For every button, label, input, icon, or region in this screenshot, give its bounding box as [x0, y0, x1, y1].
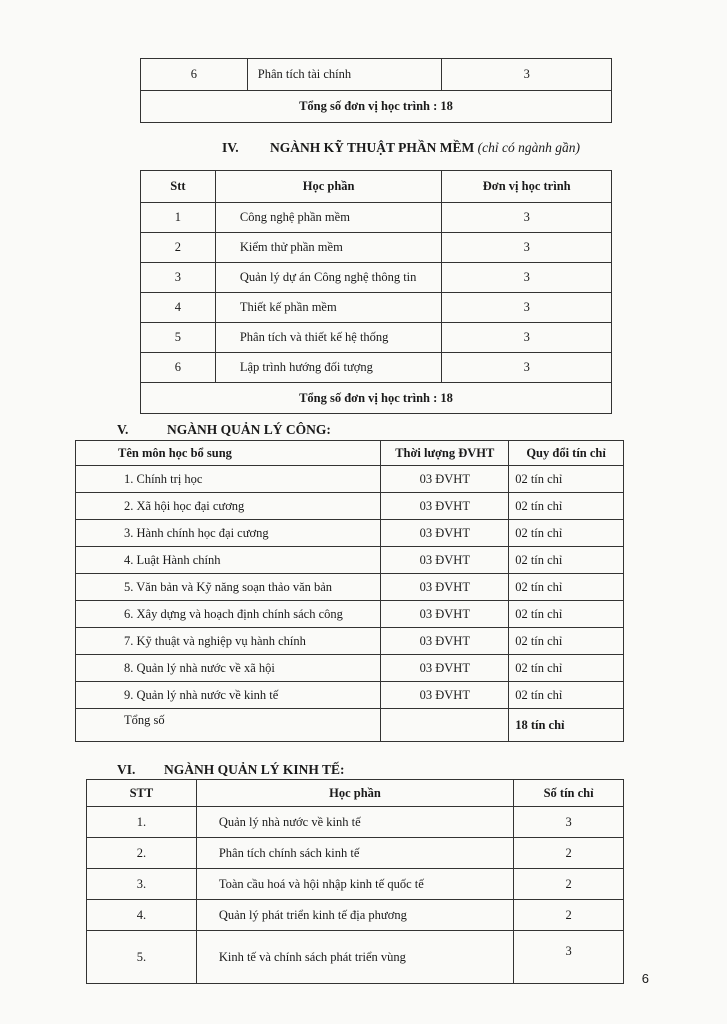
credits-cell: 02 tín chỉ: [509, 547, 624, 574]
units-cell: 3: [442, 203, 612, 233]
stt-cell: 3.: [87, 869, 197, 900]
total-row: [141, 383, 612, 414]
course-cell: Công nghệ phần mềm: [215, 203, 442, 233]
header-duration: Thời lượng ĐVHT: [381, 441, 509, 466]
table-row: [87, 838, 624, 869]
course-cell: Quản lý nhà nước về kinh tế: [196, 807, 513, 838]
units-cell: 3: [442, 59, 612, 91]
course-cell: Phân tích tài chính: [247, 59, 442, 91]
table-row: [76, 601, 624, 628]
table-row: [141, 233, 612, 263]
total-row: [76, 709, 624, 742]
section-iv-heading: [222, 140, 580, 156]
stt-cell: 1.: [87, 807, 197, 838]
section-v-heading: [117, 422, 331, 438]
duration-cell: 03 ĐVHT: [381, 493, 509, 520]
units-cell: 3: [442, 263, 612, 293]
credits-cell: 2: [514, 900, 624, 931]
header-units: Đơn vị học trình: [442, 171, 612, 203]
header-stt: STT: [87, 780, 197, 807]
table-row: [87, 869, 624, 900]
table-row: [87, 807, 624, 838]
header-row: [76, 441, 624, 466]
course-cell: Toàn cầu hoá và hội nhập kinh tế quốc tế: [196, 869, 513, 900]
stt-cell: 6: [141, 59, 248, 91]
table-row: [141, 59, 612, 91]
units-cell: 3: [442, 353, 612, 383]
subject-cell: 1. Chính trị học: [76, 466, 381, 493]
software-engineering-table: [140, 170, 612, 414]
table-row: [141, 263, 612, 293]
subject-cell: 4. Luật Hành chính: [76, 547, 381, 574]
table-row: [76, 547, 624, 574]
credits-cell: 02 tín chỉ: [509, 466, 624, 493]
course-cell: Quản lý dự án Công nghệ thông tin: [215, 263, 442, 293]
subject-cell: 6. Xây dựng và hoạch định chính sách công: [76, 601, 381, 628]
table-row: [76, 628, 624, 655]
credits-cell: 3: [514, 931, 624, 984]
stt-cell: 4: [141, 293, 216, 323]
subject-cell: 2. Xã hội học đại cương: [76, 493, 381, 520]
stt-cell: 3: [141, 263, 216, 293]
previous-section-table: [140, 58, 612, 123]
duration-cell: 03 ĐVHT: [381, 601, 509, 628]
table-row: [76, 520, 624, 547]
table-row: [141, 323, 612, 353]
stt-cell: 2.: [87, 838, 197, 869]
section-vi-heading: [117, 762, 345, 778]
duration-cell: 03 ĐVHT: [381, 466, 509, 493]
credits-cell: 3: [514, 807, 624, 838]
credits-cell: 2: [514, 869, 624, 900]
section-title: NGÀNH QUẢN LÝ CÔNG:: [167, 422, 331, 437]
table-row: [87, 931, 624, 984]
course-cell: Quản lý phát triển kinh tế địa phương: [196, 900, 513, 931]
credits-cell: 02 tín chỉ: [509, 601, 624, 628]
table-row: [141, 293, 612, 323]
course-cell: Kinh tế và chính sách phát triển vùng: [196, 931, 513, 984]
table-row: [141, 353, 612, 383]
section-number: VI.: [117, 762, 136, 777]
credits-cell: 02 tín chỉ: [509, 520, 624, 547]
stt-cell: 5: [141, 323, 216, 353]
course-cell: Phân tích chính sách kinh tế: [196, 838, 513, 869]
header-row: [87, 780, 624, 807]
subject-cell: 8. Quản lý nhà nước về xã hội: [76, 655, 381, 682]
section-note: (chỉ có ngành gần): [477, 140, 580, 155]
header-credits: Quy đổi tín chỉ: [509, 441, 624, 466]
duration-cell: 03 ĐVHT: [381, 682, 509, 709]
credits-cell: 02 tín chỉ: [509, 574, 624, 601]
section-title: NGÀNH KỸ THUẬT PHẦN MỀM: [270, 140, 475, 155]
units-cell: 3: [442, 323, 612, 353]
total-credits: 18 tín chỉ: [509, 709, 624, 742]
header-course: Học phần: [215, 171, 442, 203]
subject-cell: 3. Hành chính học đại cương: [76, 520, 381, 547]
duration-cell: 03 ĐVHT: [381, 547, 509, 574]
duration-cell: 03 ĐVHT: [381, 520, 509, 547]
stt-cell: 1: [141, 203, 216, 233]
units-cell: 3: [442, 293, 612, 323]
total-cell: Tổng số đơn vị học trình : 18: [141, 383, 612, 414]
course-cell: Thiết kế phần mềm: [215, 293, 442, 323]
total-cell: Tổng số đơn vị học trình : 18: [141, 91, 612, 123]
public-administration-table: [75, 440, 624, 742]
table-row: [87, 900, 624, 931]
duration-cell: 03 ĐVHT: [381, 628, 509, 655]
header-stt: Stt: [141, 171, 216, 203]
course-cell: Lập trình hướng đối tượng: [215, 353, 442, 383]
table-row: [76, 466, 624, 493]
table-row: [76, 574, 624, 601]
section-number: V.: [117, 422, 129, 437]
course-cell: Phân tích và thiết kế hệ thống: [215, 323, 442, 353]
page-number: 6: [641, 971, 649, 986]
credits-cell: 02 tín chỉ: [509, 655, 624, 682]
stt-cell: 6: [141, 353, 216, 383]
table-row: [76, 682, 624, 709]
duration-cell: 03 ĐVHT: [381, 655, 509, 682]
units-cell: 3: [442, 233, 612, 263]
subject-cell: 7. Kỹ thuật và nghiệp vụ hành chính: [76, 628, 381, 655]
subject-cell: 9. Quản lý nhà nước về kinh tế: [76, 682, 381, 709]
course-cell: Kiểm thử phần mềm: [215, 233, 442, 263]
header-credits: Số tín chỉ: [514, 780, 624, 807]
economic-management-table: [86, 779, 624, 984]
section-title: NGÀNH QUẢN LÝ KINH TẾ:: [164, 762, 345, 777]
header-row: [141, 171, 612, 203]
table-row: [76, 493, 624, 520]
total-label: Tổng số: [76, 709, 381, 742]
subject-cell: 5. Văn bản và Kỹ năng soạn thảo văn bản: [76, 574, 381, 601]
section-number: IV.: [222, 140, 239, 155]
credits-cell: 02 tín chỉ: [509, 493, 624, 520]
header-course: Học phần: [196, 780, 513, 807]
total-empty-cell: [381, 709, 509, 742]
header-subject: Tên môn học bổ sung: [76, 441, 381, 466]
stt-cell: 5.: [87, 931, 197, 984]
credits-cell: 02 tín chỉ: [509, 628, 624, 655]
credits-cell: 02 tín chỉ: [509, 682, 624, 709]
table-row: [76, 655, 624, 682]
table-row: [141, 203, 612, 233]
stt-cell: 4.: [87, 900, 197, 931]
stt-cell: 2: [141, 233, 216, 263]
credits-cell: 2: [514, 838, 624, 869]
duration-cell: 03 ĐVHT: [381, 574, 509, 601]
total-row: [141, 91, 612, 123]
